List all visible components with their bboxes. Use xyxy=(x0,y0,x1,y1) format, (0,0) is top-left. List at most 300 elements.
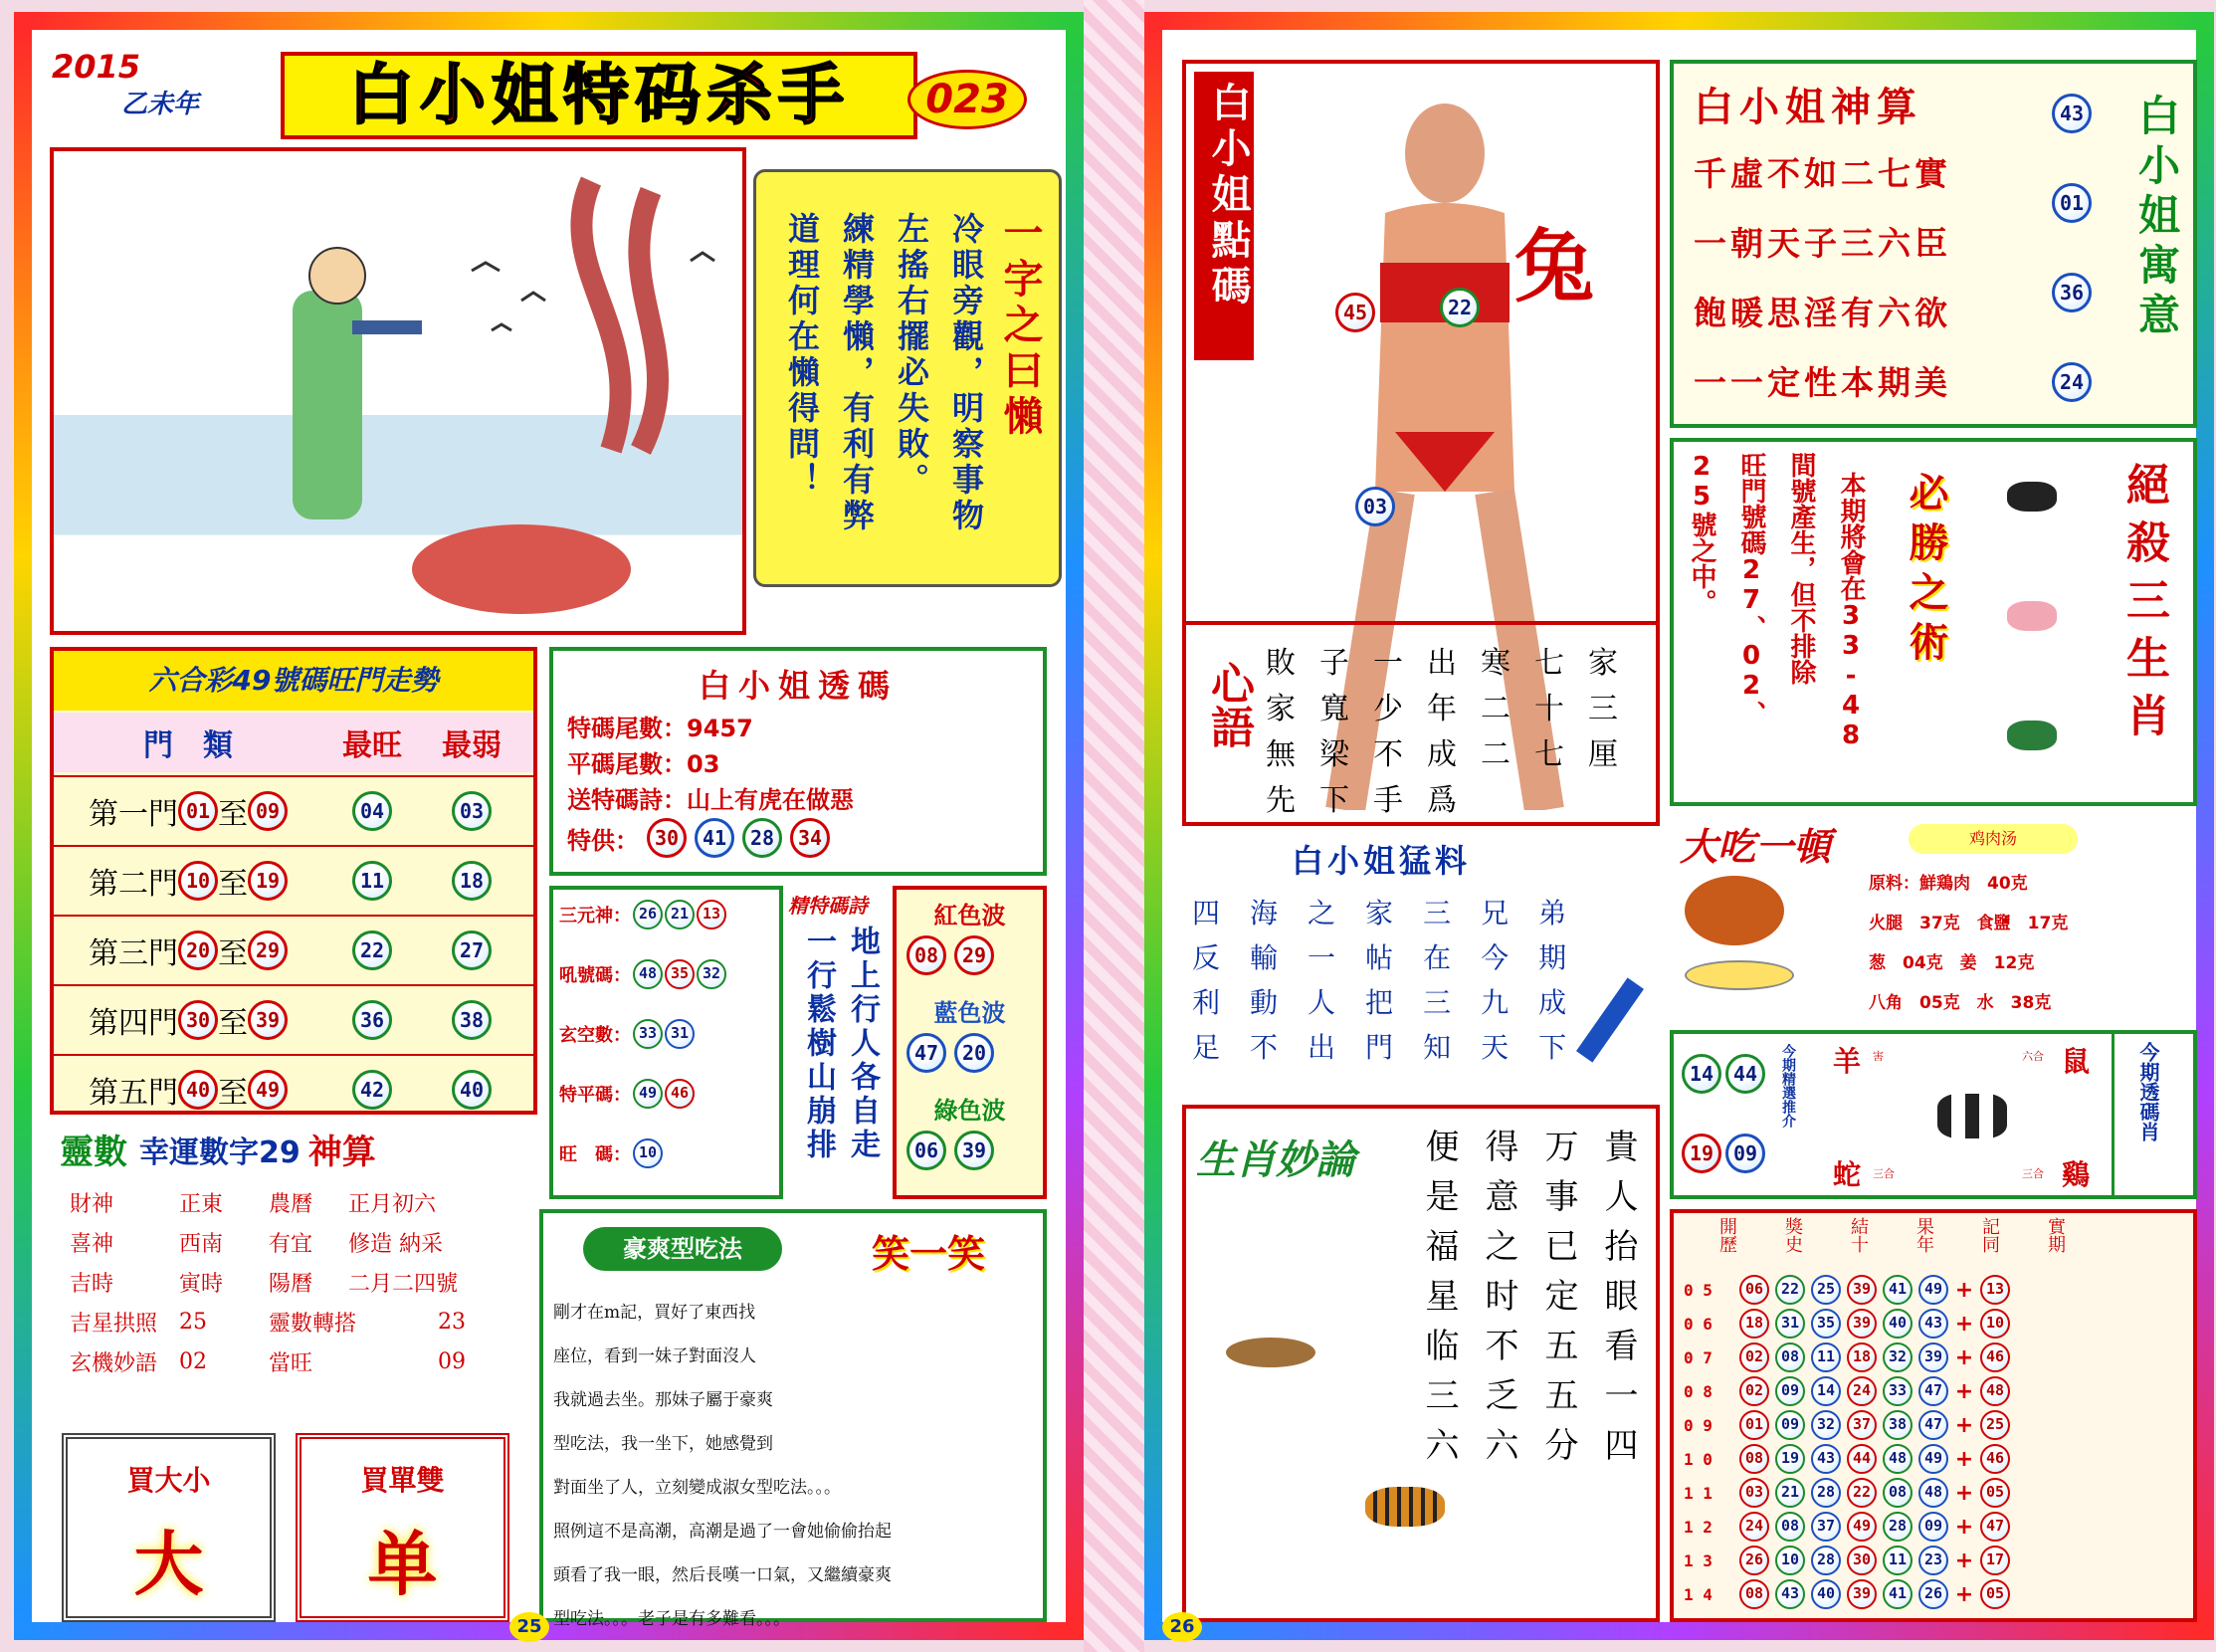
rock xyxy=(412,524,631,614)
door-label: 第一門 xyxy=(89,797,178,832)
history-issue: 0 9 xyxy=(1684,1415,1712,1435)
history-ball: 39 xyxy=(1847,1275,1877,1305)
zodiac-char: 兔 xyxy=(1514,220,1594,313)
best-ball: 22 xyxy=(352,930,392,970)
poem-title: 一字之曰懶 xyxy=(997,212,1043,441)
main-title: 白小姐特码杀手 xyxy=(348,57,850,133)
trend-title: 六合彩49號碼旺門走勢 xyxy=(54,651,533,711)
soup-bowl-icon xyxy=(1685,960,1794,990)
tou-ball: 34 xyxy=(790,818,830,858)
history-rows xyxy=(1684,1273,2010,1611)
year-block xyxy=(52,48,251,117)
da-chi-line: 火腿 37克 食鹽 17克 xyxy=(1869,914,2069,933)
page-left xyxy=(14,12,1084,1640)
history-ball: 11 xyxy=(1811,1342,1841,1372)
history-ball: 31 xyxy=(1775,1309,1805,1339)
poem-col-1: 冷眼旁觀，明察事物 xyxy=(947,212,985,534)
jingxuan-ball: 14 xyxy=(1682,1054,1721,1094)
buy-odd-box xyxy=(296,1433,509,1622)
trend-row xyxy=(54,915,533,984)
best-ball: 36 xyxy=(352,1000,392,1040)
history-ball: 38 xyxy=(1883,1410,1913,1440)
issue-badge: 023 xyxy=(907,70,1027,129)
tou-ma-title: 白小姐透碼 xyxy=(698,667,898,705)
lucky-row: 吉時 寅時 陽曆 二月二四號 xyxy=(70,1271,459,1297)
history-head: 開歷 xyxy=(1716,1217,1737,1253)
meng-liao-row: 四 海 之 家 三 兄 弟 xyxy=(1192,897,1567,929)
shen-suan-line: 一一定性本期美 xyxy=(1694,363,1951,402)
tou-ball: 41 xyxy=(695,818,734,858)
tou-line3-value: 山上有虎在做惡 xyxy=(687,786,854,814)
history-ball: 28 xyxy=(1883,1512,1913,1542)
xinyu-row: 無梁不成二七厘 xyxy=(1266,737,1642,772)
history-ball: 39 xyxy=(1847,1579,1877,1609)
yuan-label: 旺 碼： xyxy=(559,1144,631,1165)
tou-line1-label: 特碼尾數： xyxy=(567,715,687,742)
jingxuan-box xyxy=(1670,1030,2197,1199)
yuan-label: 玄空數： xyxy=(559,1025,631,1046)
tiger-icon xyxy=(1365,1487,1445,1527)
bisheng-title: 必勝之術 xyxy=(1903,472,1949,671)
history-ball: 26 xyxy=(1739,1546,1769,1575)
tou-line2-value: 03 xyxy=(687,750,720,778)
door-from-ball: 10 xyxy=(178,861,218,901)
shen-suan-ball: 43 xyxy=(2052,94,2092,133)
plus-sign: + xyxy=(1954,1378,1974,1404)
tou-ball: 30 xyxy=(647,818,687,858)
history-ball: 47 xyxy=(1918,1410,1948,1440)
worst-ball: 27 xyxy=(452,930,492,970)
history-row xyxy=(1684,1307,2010,1341)
history-ball: 18 xyxy=(1847,1342,1877,1372)
da-chi-dish: 鸡肉汤 xyxy=(1909,824,2078,854)
joke-line: 我就過去坐。那妹子屬于豪爽 xyxy=(553,1390,773,1410)
relation-tag: 三合 xyxy=(2022,1167,2044,1180)
tou-shao-label: 今期透碼肖 xyxy=(2136,1042,2160,1141)
shen-suan-ball: 24 xyxy=(2052,362,2092,402)
history-ball: 24 xyxy=(1847,1376,1877,1406)
da-chi-block xyxy=(1670,816,2197,1015)
history-ball: 22 xyxy=(1847,1478,1877,1508)
yuan-ball: 48 xyxy=(633,959,663,989)
special-ball: 05 xyxy=(1980,1579,2010,1609)
meng-liao-row: 足 不 出 門 知 天 下 xyxy=(1192,1031,1567,1064)
history-row xyxy=(1684,1341,2010,1374)
joke-title: 豪爽型吃法 xyxy=(583,1227,782,1271)
door-to-word: 至 xyxy=(218,797,248,832)
history-ball: 28 xyxy=(1811,1478,1841,1508)
dragon-icon xyxy=(2007,721,2057,750)
plus-sign: + xyxy=(1954,1581,1974,1607)
history-ball: 43 xyxy=(1811,1444,1841,1474)
yuan-ball: 31 xyxy=(665,1019,695,1049)
buy-odd-label: 買單雙 xyxy=(360,1464,445,1497)
model-ball: 03 xyxy=(1355,487,1395,526)
yuan-ball: 13 xyxy=(697,900,726,929)
tou-line2-label: 平碼尾數： xyxy=(567,750,687,778)
meng-liao-row: 反 輸 一 帖 在 今 期 xyxy=(1192,941,1567,974)
history-ball: 19 xyxy=(1775,1444,1805,1474)
trend-row xyxy=(54,984,533,1054)
history-ball: 49 xyxy=(1918,1444,1948,1474)
xinyu-label: 心語 xyxy=(1203,661,1254,748)
pen-icon xyxy=(1576,977,1644,1062)
lucky-row: 玄機妙語 02 當旺 09 xyxy=(70,1348,466,1376)
animal-sheep: 羊 xyxy=(1833,1045,1862,1078)
dian-ma-banner xyxy=(1194,72,1254,360)
yuan-ball: 21 xyxy=(665,900,695,929)
worst-ball: 18 xyxy=(452,861,492,901)
relation-tag: 害 xyxy=(1873,1050,1884,1063)
page-right xyxy=(1144,12,2214,1640)
xinyu-row: 先下手爲 xyxy=(1266,783,1481,818)
door-label: 第五門 xyxy=(89,1076,178,1111)
shen-suan-line: 千虛不如二七實 xyxy=(1694,154,1951,193)
bisheng-col: 旺門號碼27、02、 xyxy=(1736,452,1766,726)
scholar-illustration xyxy=(50,147,746,635)
history-ball: 22 xyxy=(1775,1275,1805,1305)
history-row xyxy=(1684,1577,2010,1611)
history-issue: 1 2 xyxy=(1684,1517,1712,1537)
trend-row xyxy=(54,775,533,845)
joke-line: 照例這不是高潮，高潮是過了一會她偷偷抬起 xyxy=(553,1522,892,1542)
history-ball: 32 xyxy=(1811,1410,1841,1440)
plus-sign: + xyxy=(1954,1446,1974,1472)
history-ball: 24 xyxy=(1739,1512,1769,1542)
meng-liao-row: 利 動 人 把 三 九 成 xyxy=(1192,986,1567,1019)
kill-title: 絕殺三生肖 xyxy=(2118,462,2169,750)
history-header xyxy=(1713,1217,2068,1253)
door-to-ball: 19 xyxy=(248,861,288,901)
history-ball: 35 xyxy=(1811,1309,1841,1339)
history-ball: 09 xyxy=(1775,1410,1805,1440)
door-label: 第三門 xyxy=(89,936,178,971)
tema-poem-col-2: 一行鬆樹山崩排 xyxy=(801,926,836,1162)
history-ball: 09 xyxy=(1918,1512,1948,1542)
special-ball: 48 xyxy=(1980,1376,2010,1406)
lucky-title-b: 幸運數字29 xyxy=(139,1135,301,1170)
door-to-ball: 29 xyxy=(248,930,288,970)
sheep-icon xyxy=(2007,482,2057,512)
history-row xyxy=(1684,1476,2010,1510)
year-sub: 乙未年 xyxy=(121,90,200,119)
chicken-leg-icon xyxy=(1685,876,1784,945)
jingxuan-ball: 44 xyxy=(1725,1054,1765,1094)
history-ball: 09 xyxy=(1775,1376,1805,1406)
history-table xyxy=(1670,1209,2197,1622)
da-chi-title: 大吃一頓 xyxy=(1680,825,1832,869)
special-ball: 46 xyxy=(1980,1444,2010,1474)
blue-wave-ball: 20 xyxy=(954,1033,994,1073)
green-wave-ball: 06 xyxy=(907,1131,946,1170)
history-ball: 43 xyxy=(1918,1309,1948,1339)
relation-tag: 六合 xyxy=(2022,1050,2044,1063)
history-ball: 47 xyxy=(1918,1376,1948,1406)
buy-size-value: 大 xyxy=(133,1524,204,1605)
history-ball: 03 xyxy=(1739,1478,1769,1508)
history-ball: 25 xyxy=(1811,1275,1841,1305)
scholar-drawing xyxy=(54,151,742,631)
history-issue: 1 0 xyxy=(1684,1449,1712,1469)
history-row xyxy=(1684,1544,2010,1577)
blue-wave-ball: 47 xyxy=(907,1033,946,1073)
history-ball: 49 xyxy=(1918,1275,1948,1305)
joke-line: 頭看了我一眼，然后長嘆一口氣，又繼續豪爽 xyxy=(553,1565,892,1585)
history-ball: 21 xyxy=(1775,1478,1805,1508)
history-row xyxy=(1684,1442,2010,1476)
history-ball: 37 xyxy=(1811,1512,1841,1542)
history-ball: 14 xyxy=(1811,1376,1841,1406)
lucky-row: 財神 正東 農曆 正月初六 xyxy=(70,1191,437,1217)
cow-icon xyxy=(1937,1094,2007,1138)
history-ball: 40 xyxy=(1811,1579,1841,1609)
shen-suan-ball: 36 xyxy=(2052,273,2092,312)
tou-ma-box xyxy=(549,647,1047,876)
history-ball: 08 xyxy=(1883,1478,1913,1508)
green-wave-ball: 39 xyxy=(954,1131,994,1170)
best-ball: 42 xyxy=(352,1070,392,1110)
plus-sign: + xyxy=(1954,1548,1974,1573)
joke-line: 型吃法。。。老子是有多難看。。。 xyxy=(553,1609,790,1629)
bisheng-col: 25號之中。 xyxy=(1687,452,1716,615)
yuan-label: 特平碼： xyxy=(559,1085,631,1106)
page-number-right: 26 xyxy=(1162,1612,1202,1642)
joke-box xyxy=(539,1209,1047,1629)
history-ball: 37 xyxy=(1847,1410,1877,1440)
special-ball: 05 xyxy=(1980,1478,2010,1508)
door-to-ball: 39 xyxy=(248,1000,288,1040)
dian-ma-label: 白小姐點碼 xyxy=(1205,82,1251,310)
history-ball: 41 xyxy=(1883,1579,1913,1609)
joke-line: 剛才在m記，買好了東西找 xyxy=(553,1303,756,1323)
trend-table xyxy=(50,647,537,1115)
meng-liao xyxy=(1182,836,1660,1095)
lun-col: 便是福星临三六 xyxy=(1419,1129,1459,1477)
history-row xyxy=(1684,1273,2010,1307)
history-issue: 0 5 xyxy=(1684,1280,1712,1300)
joke-laugh: 笑一笑 xyxy=(872,1232,986,1276)
history-ball: 32 xyxy=(1883,1342,1913,1372)
meng-liao-title: 白小姐猛料 xyxy=(1292,842,1472,880)
joke-line: 型吃法，我一坐下，她感覺到 xyxy=(553,1434,773,1454)
yuan-shen-box xyxy=(549,886,783,1199)
trend-row xyxy=(54,845,533,915)
history-ball: 01 xyxy=(1739,1410,1769,1440)
history-ball: 02 xyxy=(1739,1342,1769,1372)
yuan-ball: 46 xyxy=(665,1079,695,1109)
lucky-title-a: 靈數 xyxy=(60,1133,127,1172)
shen-suan-title: 白小姐神算 xyxy=(1694,84,1922,130)
year: 2015 xyxy=(52,48,141,86)
door-to-ball: 09 xyxy=(248,791,288,831)
model-photo-box xyxy=(1182,60,1660,826)
history-ball: 06 xyxy=(1739,1275,1769,1305)
door-from-ball: 30 xyxy=(178,1000,218,1040)
tou-shao-box xyxy=(2112,1034,2193,1195)
history-issue: 0 8 xyxy=(1684,1381,1712,1401)
joke-line: 對面坐了人，立刻變成淑女型吃法。。。 xyxy=(553,1478,841,1498)
page-spine xyxy=(1084,0,1144,1652)
yuan-label: 吼號碼： xyxy=(559,965,631,986)
history-ball: 08 xyxy=(1739,1444,1769,1474)
history-ball: 26 xyxy=(1918,1579,1948,1609)
shen-suan-side: 白小姐寓意 xyxy=(2132,94,2181,342)
scholar-head xyxy=(309,248,365,304)
door-from-ball: 20 xyxy=(178,930,218,970)
history-head: 實期 xyxy=(2045,1217,2066,1253)
rat-icon xyxy=(1226,1338,1315,1367)
red-wave-ball: 29 xyxy=(954,935,994,975)
lun-col: 貴人抬眼看一四 xyxy=(1598,1129,1638,1477)
main-title-banner xyxy=(281,52,917,139)
tema-poem-col-1: 地上行人各自走 xyxy=(845,926,880,1162)
model-head xyxy=(1405,103,1485,203)
red-wave-ball: 08 xyxy=(907,935,946,975)
joke-line: 座位，看到一妹子對面沒人 xyxy=(553,1346,756,1366)
bisheng-col: 本期將會在33-48 xyxy=(1836,472,1866,750)
jingxuan-ball: 09 xyxy=(1725,1134,1765,1173)
history-issue: 1 4 xyxy=(1684,1584,1712,1604)
special-ball: 17 xyxy=(1980,1546,2010,1575)
history-ball: 18 xyxy=(1739,1309,1769,1339)
pig-icon xyxy=(2007,601,2057,631)
history-ball: 08 xyxy=(1775,1512,1805,1542)
best-ball: 11 xyxy=(352,861,392,901)
history-ball: 23 xyxy=(1918,1546,1948,1575)
lucky-row: 吉星拱照 25 靈數轉搭 23 xyxy=(70,1309,466,1337)
lucky-title-c: 神算 xyxy=(307,1133,376,1172)
poem-col-2: 左搖右擺必失敗。 xyxy=(893,212,930,499)
page-number-left: 25 xyxy=(509,1612,549,1642)
poem-col-4: 道理何在懶得問！ xyxy=(783,212,821,499)
buy-odd-value: 单 xyxy=(367,1524,438,1605)
lun-title: 生肖妙論 xyxy=(1196,1137,1355,1183)
history-ball: 08 xyxy=(1775,1342,1805,1372)
poem-col-3: 練精學懶，有利有弊 xyxy=(838,212,876,534)
da-chi-line: 葱 04克 姜 12克 xyxy=(1869,953,2035,973)
history-head: 果年 xyxy=(1914,1217,1934,1253)
yuan-ball: 10 xyxy=(633,1138,663,1168)
special-ball: 46 xyxy=(1980,1342,2010,1372)
tema-poem-title: 精特碼詩 xyxy=(788,894,868,918)
relation-tag: 三合 xyxy=(1873,1167,1895,1180)
trend-head-worst: 最弱 xyxy=(442,728,502,763)
scholar-robe xyxy=(293,291,362,519)
history-head: 獎史 xyxy=(1782,1217,1803,1253)
history-issue: 1 1 xyxy=(1684,1483,1712,1503)
history-ball: 43 xyxy=(1775,1579,1805,1609)
blue-wave-label: 藍色波 xyxy=(933,999,1006,1027)
history-ball: 49 xyxy=(1847,1512,1877,1542)
door-to-word: 至 xyxy=(218,936,248,971)
divider xyxy=(1186,621,1656,625)
lun-col: 万事已定五五分 xyxy=(1538,1129,1578,1477)
history-ball: 10 xyxy=(1775,1546,1805,1575)
color-waves xyxy=(893,886,1047,1199)
trend-row xyxy=(54,1054,533,1124)
tree-trunk xyxy=(581,181,658,450)
history-head: 結十 xyxy=(1848,1217,1869,1253)
history-row xyxy=(1684,1408,2010,1442)
tou-ball: 28 xyxy=(742,818,782,858)
bisheng-box xyxy=(1670,438,2197,806)
trend-header xyxy=(54,713,533,772)
model-ball: 45 xyxy=(1335,293,1375,332)
special-ball: 10 xyxy=(1980,1309,2010,1339)
tou-line1-value: 9457 xyxy=(687,715,753,742)
poem-scroll xyxy=(753,169,1062,587)
bisheng-col: 間號產生，但不排除 xyxy=(1786,452,1816,685)
shen-suan-box xyxy=(1670,60,2197,428)
tou-line3-label: 送特碼詩： xyxy=(567,786,687,814)
history-issue: 1 3 xyxy=(1684,1550,1712,1570)
jingxuan-ball: 19 xyxy=(1682,1134,1721,1173)
history-row xyxy=(1684,1374,2010,1408)
history-ball: 40 xyxy=(1883,1309,1913,1339)
door-from-ball: 40 xyxy=(178,1070,218,1110)
history-ball: 02 xyxy=(1739,1376,1769,1406)
special-ball: 47 xyxy=(1980,1512,2010,1542)
plus-sign: + xyxy=(1954,1311,1974,1337)
lucky-numbers xyxy=(50,1125,537,1423)
buy-size-box xyxy=(62,1433,276,1622)
model-ball: 22 xyxy=(1440,288,1480,327)
door-label: 第四門 xyxy=(89,1006,178,1041)
green-wave-label: 綠色波 xyxy=(933,1097,1006,1125)
tema-poem xyxy=(788,886,888,1199)
yuan-ball: 49 xyxy=(633,1079,663,1109)
history-ball: 44 xyxy=(1847,1444,1877,1474)
animal-rooster: 鷄 xyxy=(2062,1158,2091,1191)
plus-sign: + xyxy=(1954,1514,1974,1540)
history-ball: 30 xyxy=(1847,1546,1877,1575)
plus-sign: + xyxy=(1954,1344,1974,1370)
trend-head-best: 最旺 xyxy=(342,728,402,763)
plus-sign: + xyxy=(1954,1412,1974,1438)
da-chi-line: 八角 05克 水 38克 xyxy=(1869,993,2052,1013)
yuan-ball: 26 xyxy=(633,900,663,929)
history-head: 記同 xyxy=(1979,1217,2000,1253)
plus-sign: + xyxy=(1954,1277,1974,1303)
history-issue: 0 6 xyxy=(1684,1314,1712,1334)
da-chi-line: 原料：鮮鶏肉 40克 xyxy=(1869,874,2028,894)
yuan-label: 三元神： xyxy=(559,906,631,927)
worst-ball: 38 xyxy=(452,1000,492,1040)
shen-suan-ball: 01 xyxy=(2052,183,2092,223)
yuan-ball: 32 xyxy=(697,959,726,989)
history-ball: 28 xyxy=(1811,1546,1841,1575)
animal-snake: 蛇 xyxy=(1833,1158,1862,1191)
lun-col: 得意之时不乏六 xyxy=(1479,1129,1518,1477)
history-ball: 39 xyxy=(1847,1309,1877,1339)
special-ball: 25 xyxy=(1980,1410,2010,1440)
sheng-xiao-lun-box xyxy=(1182,1105,1660,1622)
red-wave-label: 紅色波 xyxy=(933,902,1006,929)
lucky-row: 喜神 西南 有宜 修造 納采 xyxy=(70,1231,443,1257)
xinyu-row: 家寬少年二十三 xyxy=(1266,692,1642,726)
door-label: 第二門 xyxy=(89,867,178,902)
history-issue: 0 7 xyxy=(1684,1347,1712,1367)
history-row xyxy=(1684,1510,2010,1544)
scholar-book xyxy=(352,320,422,334)
history-ball: 39 xyxy=(1918,1342,1948,1372)
history-ball: 48 xyxy=(1918,1478,1948,1508)
yuan-ball: 33 xyxy=(633,1019,663,1049)
shen-suan-line: 飽暖思淫有六欲 xyxy=(1694,294,1951,332)
door-to-word: 至 xyxy=(218,1076,248,1111)
door-to-word: 至 xyxy=(218,1006,248,1041)
door-to-ball: 49 xyxy=(248,1070,288,1110)
